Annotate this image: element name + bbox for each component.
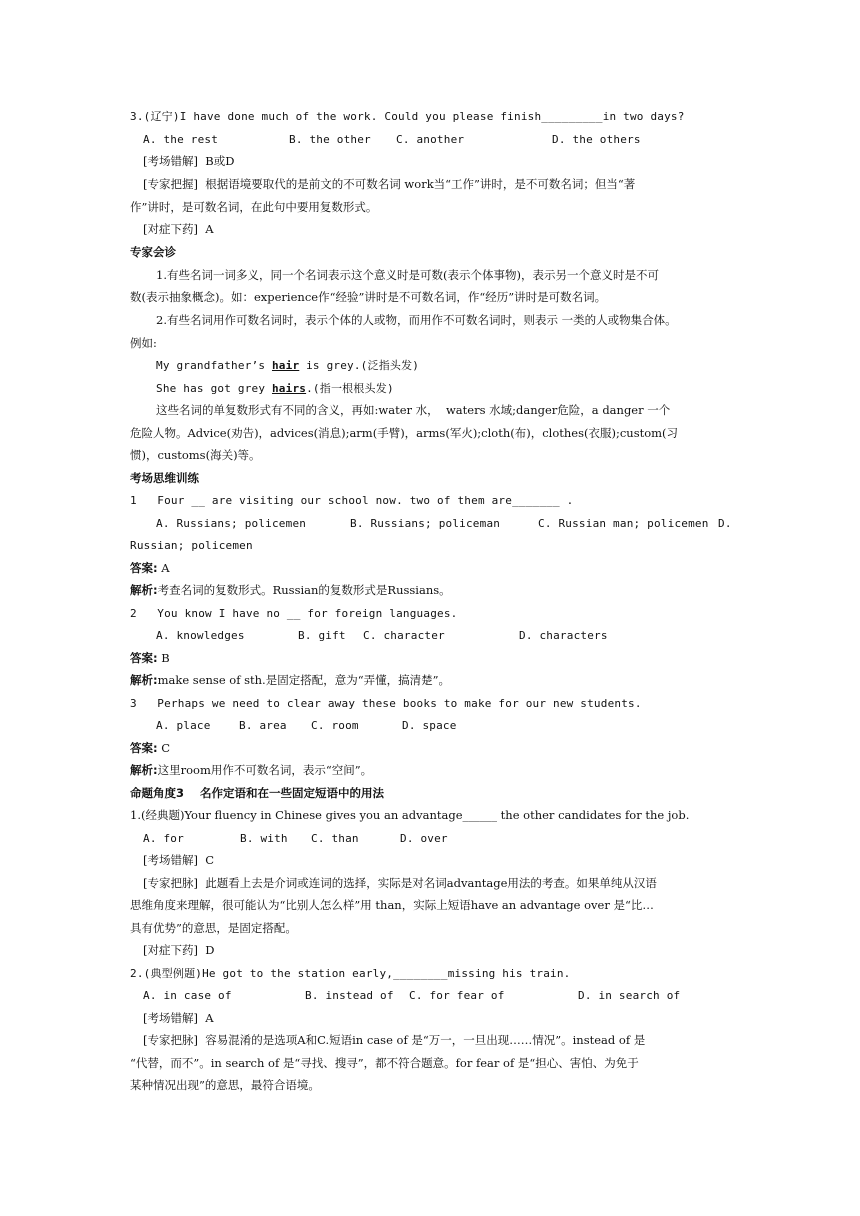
option-b: B. the other [289, 133, 371, 146]
expert-note-line: 思维角度来理解，很可能认为“比别人怎么样”用 than，实际上短语have an advantage over 是“比… [130, 898, 654, 912]
paragraph-line: 惯)，customs(海关)等。 [130, 448, 261, 462]
expert-note-line: [专家把脉] 此题看上去是介词或连词的选择，实际是对名词advantage用法的考查。如果单纯从汉语 [143, 876, 657, 890]
paragraph-line: 这些名词的单复数形式有不同的含义，再如:water 水， waters 水域;danger危险，a danger 一个 [156, 403, 671, 417]
option-d: D. characters [519, 629, 608, 642]
training-question-3-stem: 3 Perhaps we need to clear away these books to make for our new students. [130, 697, 642, 710]
expert-note-line: [专家把脉] 容易混淆的是选项A和C.短语in case of 是“万一，一旦出现……情况”。instead of 是 [143, 1033, 646, 1047]
option-a: A. the rest [143, 133, 219, 146]
wrong-answer-note: [考场错解] B或D [143, 154, 235, 168]
answer-value: C [157, 741, 171, 755]
paragraph-line: 2.有些名词用作可数名词时，表示个体的人或物，而用作不可数名词时，则表示 一类的人或物集合体。 [156, 313, 677, 327]
answer-label: 答案: [130, 561, 158, 575]
example-keyword: hair [271, 359, 300, 372]
expert-note-line: 作”讲时，是可数名词，在此句中要用复数形式。 [130, 200, 378, 214]
paragraph-line: 数(表示抽象概念)。如：experience作“经验”讲时是不可数名词，作“经历”讲时是可数名词。 [130, 290, 607, 304]
option-a: A. Russians; policemen [156, 517, 307, 530]
paragraph-line: 危险人物。Advice(劝告)，advices(消息);arm(手臂)，arms(军火);cloth(布)，clothes(衣服);custom(习 [130, 426, 679, 440]
angle-question-1-stem: 1.(经典题)Your fluency in Chinese gives you an advantage______ the other candidates for the job. [130, 808, 690, 822]
expert-note-line: “代替，而不”。in search of 是“寻找、搜寻”，都不符合题意。for fear of 是“担心、害怕、为免于 [130, 1056, 639, 1070]
option-d: D. over [400, 832, 448, 845]
option-c: C. character [363, 629, 445, 642]
option-c: C. Russian man; policemen [538, 517, 709, 530]
expert-note-line: 具有优势”的意思，是固定搭配。 [130, 921, 297, 935]
option-d: D. [718, 517, 732, 530]
expert-note-line: 某种情况出现”的意思，最符合语境。 [130, 1078, 320, 1092]
explanation-line [130, 583, 730, 598]
answer-label: 答案: [130, 741, 158, 755]
expert-note-line: [专家把握] 根据语境要取代的是前文的不可数名词 work当“工作”讲时，是不可数名词；但当“著 [143, 177, 636, 191]
section-heading-angle-3: 命题角度3 名作定语和在一些固定短语中的用法 [130, 786, 385, 800]
example-text: is grey.(泛指头发) [299, 359, 420, 372]
option-a: A. place [156, 719, 211, 732]
explanation-text: make sense of sth.是固定搭配，意为“弄懂，搞清楚”。 [157, 673, 450, 687]
explanation-label: 解析: [130, 673, 158, 687]
option-b: B. gift [298, 629, 346, 642]
answer-line [130, 561, 730, 576]
angle-question-2-stem: 2.(典型例题)He got to the station early,________missing his train. [130, 967, 571, 980]
explanation-line [130, 673, 730, 688]
example-text: My grandfather’s [156, 359, 272, 372]
example-text: .(指一根根头发) [306, 382, 394, 395]
answer-value: A [157, 561, 170, 575]
answer-note: [对症下药] A [143, 222, 214, 236]
training-question-1-stem: 1 Four __ are visiting our school now. two of them are_______ . [130, 494, 574, 507]
option-b: B. Russians; policeman [350, 517, 501, 530]
option-c: C. another [396, 133, 465, 146]
option-d: D. space [402, 719, 457, 732]
section-heading-expert: 专家会诊 [130, 245, 176, 259]
example-sentence-2 [156, 381, 756, 396]
answer-line [130, 651, 730, 666]
paragraph-line: 1.有些名词一词多义，同一个名词表示这个意义时是可数(表示个体事物)，表示另一个意义时是不可 [156, 268, 659, 282]
explanation-text: 这里room用作不可数名词，表示“空间”。 [157, 763, 373, 777]
explanation-line [130, 763, 730, 778]
example-keyword: hairs [271, 382, 307, 395]
training-question-2-stem: 2 You know I have no __ for foreign languages. [130, 607, 458, 620]
option-c: C. room [311, 719, 359, 732]
answer-label: 答案: [130, 651, 158, 665]
option-a: A. for [143, 832, 184, 845]
wrong-answer-note: [考场错解] A [143, 1011, 214, 1025]
explanation-label: 解析: [130, 583, 158, 597]
option-a: A. in case of [143, 989, 232, 1002]
answer-note: [对症下药] D [143, 943, 215, 957]
wrong-answer-note: [考场错解] C [143, 853, 215, 867]
option-c: C. than [311, 832, 359, 845]
option-a: A. knowledges [156, 629, 245, 642]
explanation-label: 解析: [130, 763, 158, 777]
question-3-stem: 3.(辽宁)I have done much of the work. Could you please finish_________in two days? [130, 110, 685, 123]
example-text: She has got grey [156, 382, 272, 395]
answer-value: B [157, 651, 170, 665]
option-b: B. area [239, 719, 287, 732]
section-heading-training: 考场思维训练 [130, 471, 199, 485]
explanation-text: 考查名词的复数形式。Russian的复数形式是Russians。 [157, 583, 451, 597]
option-c: C. for fear of [409, 989, 505, 1002]
answer-line [130, 741, 730, 756]
option-b: B. instead of [305, 989, 394, 1002]
option-b: B. with [240, 832, 288, 845]
option-d: D. in search of [578, 989, 681, 1002]
option-d: D. the others [552, 133, 641, 146]
example-sentence-1 [156, 358, 756, 373]
option-d-continued: Russian; policemen [130, 539, 253, 552]
paragraph-line: 例如: [130, 336, 157, 350]
